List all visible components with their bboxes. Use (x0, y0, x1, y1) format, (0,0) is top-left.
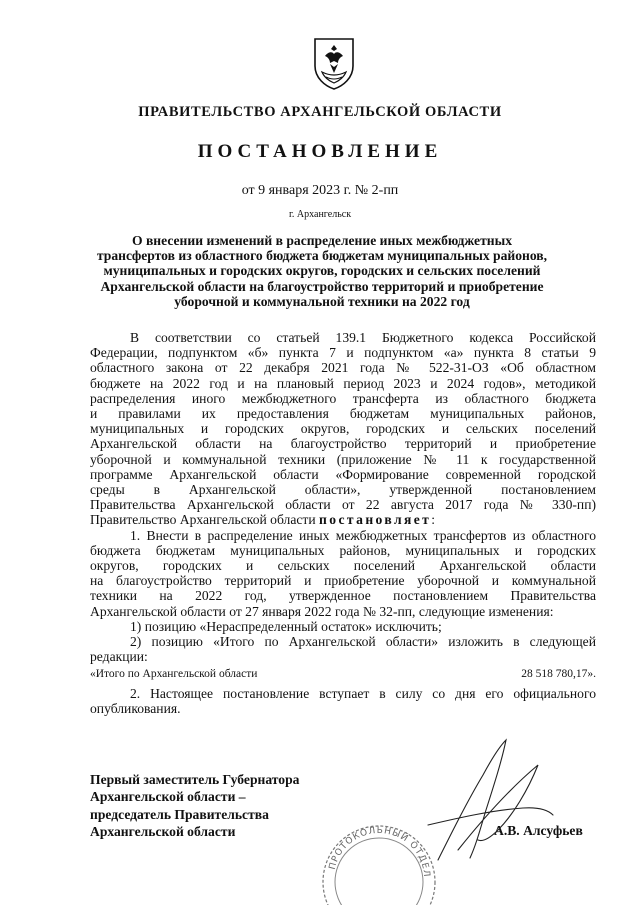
subitem-2-line: редакции: (90, 649, 148, 665)
office-stamp (312, 808, 442, 905)
preamble-line: Правительства Архангельской области от 22 августа 2017 года № 330-пп) (90, 497, 596, 513)
item1-line: бюджета бюджетам муниципальных районов, муниципальных и городских (90, 542, 596, 558)
preamble-line: муниципальных и городских округов, городских и сельских поселений (90, 421, 596, 437)
title-line: О внесении изменений в распределение иных межбюджетных (131, 233, 513, 248)
subitem-2-line: 2) позицию «Итого по Архангельской области» изложить в следующей (130, 634, 596, 650)
preamble-line: программе Архангельской области «Формирование современной городской (90, 466, 596, 482)
document-type: ПОСТАНОВЛЕНИЕ (197, 141, 443, 162)
stamp-text: ПРОТОКОЛЬНЫЙ ОТДЕЛ (327, 825, 432, 878)
subitem-1: 1) позицию «Нераспределенный остаток» исключить; (130, 618, 442, 634)
signatory-position (90, 771, 299, 841)
signatory-position-line: Архангельской области (90, 824, 236, 840)
item1-line: округов, городских и сельских поселений Архангельской области (90, 558, 596, 574)
government-name: ПРАВИТЕЛЬСТВО АРХАНГЕЛЬСКОЙ ОБЛАСТИ (138, 104, 502, 120)
preamble-line: бюджете на 2022 год и на плановый период 2023 и 2024 годов», методикой (90, 375, 596, 391)
preamble-line: Федерации, подпунктом «б» пункта 7 и подпунктом «а» пункта 8 статьи 9 (90, 345, 596, 361)
item2-line: 2. Настоящее постановление вступает в силу со дня его официального (130, 685, 596, 701)
preamble-line: В соответствии со статьей 139.1 Бюджетного кодекса Российской (130, 330, 596, 345)
title-line: трансфертов из областного бюджета бюджетам муниципальных районов, (96, 248, 548, 264)
total-row (90, 667, 596, 682)
item2-line: опубликования. (90, 700, 181, 716)
preamble-last-line: Правительство Архангельской области постановляет: (90, 512, 436, 528)
preamble-line: распределения иного межбюджетного трансферта из областного бюджета (90, 390, 596, 406)
preamble-line: среды в Архангельской области», утвержденной постановлением (90, 482, 596, 498)
item1-line: Архангельской области от 27 января 2022 года № 32-пп, следующие изменения: (90, 603, 554, 619)
coat-of-arms-icon (312, 36, 356, 90)
preamble-line: уборочной и коммунальной техники (приложение № 11 к государственной (90, 451, 596, 467)
total-value: 28 518 780,17». (521, 668, 596, 681)
preamble-line: и правилами их предоставления бюджетам муниципальных районов, (90, 406, 596, 422)
preamble-line: Архангельской области на благоустройство территорий и приобретение (90, 436, 596, 452)
resolves-word: постановляет (319, 512, 432, 528)
document-date-number: от 9 января 2023 г. № 2-пп (241, 183, 399, 198)
item1-line: техники на 2022 год, утвержденное постановлением Правительства (90, 588, 596, 604)
document-city: г. Архангельск (288, 209, 352, 220)
document-body (90, 330, 596, 716)
signatory-position-line: Архангельской области – (90, 789, 246, 805)
signatory-position-line: председатель Правительства (90, 806, 269, 822)
title-line: Архангельской области на благоустройство территорий и приобретение (100, 278, 544, 294)
item1-line: 1. Внести в распределение иных межбюджетных трансфертов из областного (130, 527, 596, 543)
total-label: «Итого по Архангельской области (90, 668, 258, 681)
svg-text:ПРОТОКОЛЬНЫЙ ОТДЕЛ (328, 826, 431, 878)
document-title (82, 233, 562, 309)
signatory-position-line: Первый заместитель Губернатора (90, 772, 300, 787)
title-line: муниципальных и городских округов, городских и сельских поселений (103, 263, 541, 279)
title-line: уборочной и коммунальной техники на 2022 год (174, 293, 470, 309)
item1-line: на благоустройство территорий и приобретение уборочной и коммунальной (90, 573, 596, 589)
preamble-end: Правительство Архангельской области (90, 512, 316, 528)
signatory-name: А.В. Алсуфьев (494, 823, 583, 838)
preamble-line: областного закона от 22 декабря 2021 года № 522-31-ОЗ «Об областном (90, 360, 596, 376)
